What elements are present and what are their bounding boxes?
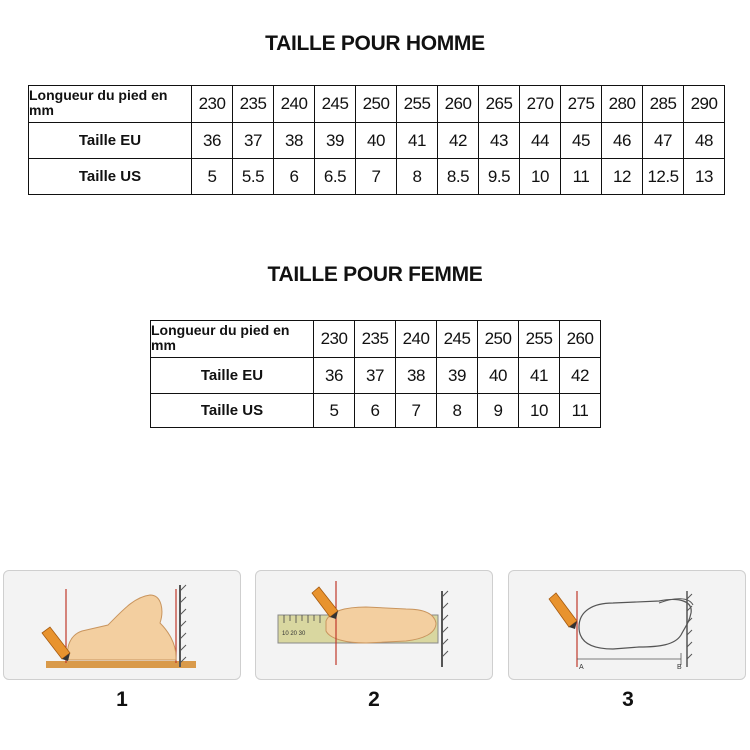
men-eu-row: [29, 123, 725, 159]
step-number-2: 2: [368, 688, 380, 711]
women-us-cell: 10: [519, 394, 560, 428]
men-eu-cell: 45: [561, 123, 602, 159]
men-us-cell: 8: [397, 159, 438, 195]
women-eu-cell: 39: [437, 358, 478, 394]
mark-b: B: [677, 664, 682, 671]
foot-side-view-illustration: [4, 571, 240, 679]
men-eu-cell: 47: [643, 123, 684, 159]
women-us-cell: 8: [437, 394, 478, 428]
women-eu-cell: 41: [519, 358, 560, 394]
foot-outline: [579, 600, 691, 650]
men-us-cell: 8.5: [438, 159, 479, 195]
women-length-cell: 240: [396, 321, 437, 358]
women-length-cell: 245: [437, 321, 478, 358]
men-us-cell: 9.5: [479, 159, 520, 195]
floor-board: [46, 661, 196, 668]
men-us-cell: 5: [192, 159, 233, 195]
men-length-cell: 275: [561, 86, 602, 123]
women-us-label: Taille US: [151, 394, 314, 428]
men-length-row: [29, 86, 725, 123]
men-length-cell: 280: [602, 86, 643, 123]
women-eu-cell: 37: [355, 358, 396, 394]
women-us-cell: 9: [478, 394, 519, 428]
foot-shape: [68, 595, 176, 660]
men-us-cell: 7: [356, 159, 397, 195]
men-us-cell: 12.5: [643, 159, 684, 195]
men-length-cell: 255: [397, 86, 438, 123]
pencil-icon: [549, 593, 577, 629]
women-length-cell: 250: [478, 321, 519, 358]
women-us-cell: 5: [314, 394, 355, 428]
women-eu-cell: 42: [560, 358, 601, 394]
men-eu-cell: 40: [356, 123, 397, 159]
men-us-row: [29, 159, 725, 195]
men-us-cell: 6: [274, 159, 315, 195]
women-us-cell: 6: [355, 394, 396, 428]
men-eu-cell: 37: [233, 123, 274, 159]
men-length-cell: 265: [479, 86, 520, 123]
women-eu-cell: 38: [396, 358, 437, 394]
men-us-cell: 6.5: [315, 159, 356, 195]
women-eu-label: Taille EU: [151, 358, 314, 394]
men-eu-cell: 36: [192, 123, 233, 159]
women-us-cell: 11: [560, 394, 601, 428]
men-length-cell: 270: [520, 86, 561, 123]
women-length-cell: 235: [355, 321, 396, 358]
ruler-digits: 10 20 30: [282, 631, 306, 637]
men-eu-cell: 38: [274, 123, 315, 159]
step-3-illustration: [508, 570, 746, 680]
men-length-cell: 285: [643, 86, 684, 123]
men-eu-cell: 41: [397, 123, 438, 159]
women-eu-cell: 36: [314, 358, 355, 394]
women-size-table: [150, 320, 601, 428]
wall: [442, 591, 448, 667]
women-length-cell: 260: [560, 321, 601, 358]
men-size-table: [28, 85, 725, 195]
women-eu-row: [151, 358, 601, 394]
foot-outline-illustration: [509, 571, 745, 679]
men-size-title: TAILLE POUR HOMME: [265, 32, 485, 55]
women-length-label: Longueur du pied en mm: [151, 321, 314, 358]
mark-a: A: [579, 664, 584, 671]
men-eu-cell: 48: [684, 123, 725, 159]
men-us-cell: 10: [520, 159, 561, 195]
women-length-cell: 255: [519, 321, 560, 358]
men-eu-cell: 42: [438, 123, 479, 159]
women-length-cell: 230: [314, 321, 355, 358]
men-length-cell: 245: [315, 86, 356, 123]
foot-ruler-illustration: [256, 571, 492, 679]
men-length-cell: 260: [438, 86, 479, 123]
men-eu-cell: 39: [315, 123, 356, 159]
women-size-title: TAILLE POUR FEMME: [267, 263, 483, 286]
men-length-cell: 290: [684, 86, 725, 123]
men-us-cell: 11: [561, 159, 602, 195]
women-us-row: [151, 394, 601, 428]
step-2-illustration: [255, 570, 493, 680]
men-length-cell: 230: [192, 86, 233, 123]
men-us-label: Taille US: [29, 159, 192, 195]
men-eu-label: Taille EU: [29, 123, 192, 159]
step-1-illustration: [3, 570, 241, 680]
men-length-cell: 240: [274, 86, 315, 123]
women-length-row: [151, 321, 601, 358]
foot-top-shape: [326, 607, 436, 643]
men-length-label: Longueur du pied en mm: [29, 86, 192, 123]
men-eu-cell: 44: [520, 123, 561, 159]
men-length-cell: 235: [233, 86, 274, 123]
men-us-cell: 12: [602, 159, 643, 195]
women-eu-cell: 40: [478, 358, 519, 394]
men-eu-cell: 46: [602, 123, 643, 159]
men-us-cell: 13: [684, 159, 725, 195]
men-length-cell: 250: [356, 86, 397, 123]
men-eu-cell: 43: [479, 123, 520, 159]
men-us-cell: 5.5: [233, 159, 274, 195]
wall: [180, 585, 186, 667]
step-number-1: 1: [116, 688, 128, 711]
step-number-3: 3: [622, 688, 634, 711]
women-us-cell: 7: [396, 394, 437, 428]
pencil-icon: [312, 587, 338, 619]
